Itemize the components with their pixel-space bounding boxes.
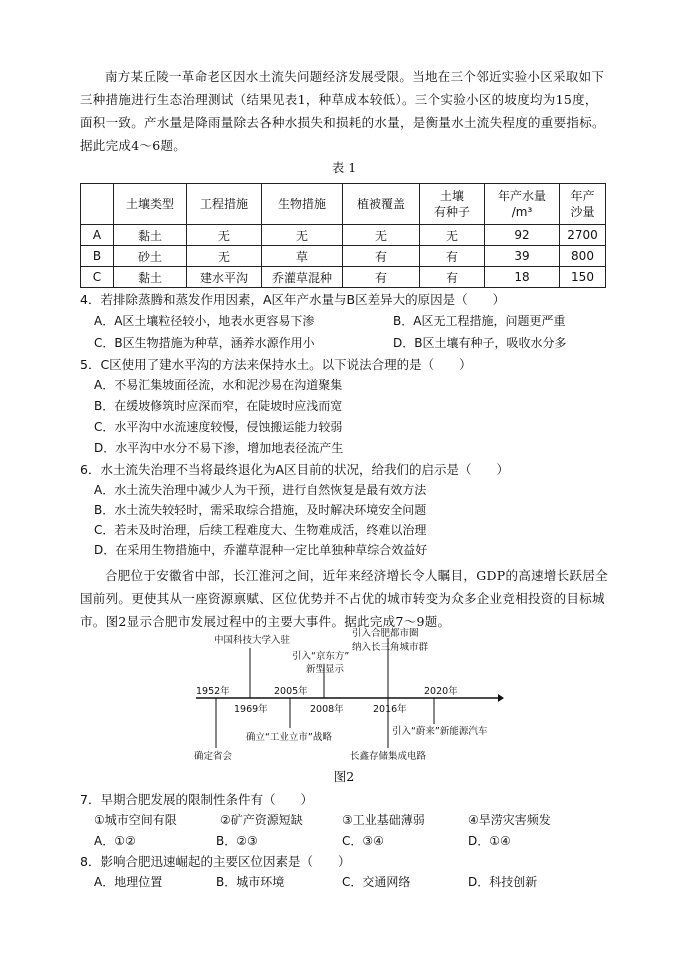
event-label: 长鑫存储集成电路 — [350, 751, 427, 762]
table-cell: 砂土 — [114, 246, 187, 267]
table-cell: 无 — [187, 225, 262, 246]
timeline-figure — [192, 628, 504, 762]
table-header-cell — [560, 184, 606, 225]
q6-option-c: C．若未及时治理，后续工程难度大、生物难成活，终难以治理 — [94, 523, 427, 537]
event-label: 引入合肥都市圈 — [352, 628, 419, 639]
header-line: 生物措施 — [277, 197, 326, 211]
event-label: 确定省会 — [194, 751, 233, 762]
header-line: 沙量 — [570, 205, 595, 219]
table-cell: 有 — [343, 246, 420, 267]
table-header-cell — [420, 184, 485, 225]
q8-option-c: C．交通网络 — [342, 875, 411, 889]
table-row — [81, 225, 606, 246]
table-header-cell — [81, 184, 114, 225]
q6-option-a: A．水土流失治理中减少人为干预，进行自然恢复是最有效方法 — [94, 483, 427, 497]
table-cell: 18 — [485, 267, 560, 288]
header-line: 年产水量 — [497, 189, 546, 203]
year-label: 1969年 — [234, 704, 268, 715]
q6-stem: 6．水土流失治理不当将最终退化为A区目前的状况，给我们的启示是（ ） — [80, 462, 510, 477]
q7-option-a: A．①② — [94, 834, 136, 848]
q7-option-c: C．③④ — [342, 834, 384, 848]
table-row — [81, 267, 606, 288]
timeline-arrow-icon — [498, 694, 504, 702]
table-header-cell — [485, 184, 560, 225]
header-line: /m³ — [511, 205, 533, 219]
q4-stem: 4．若排除蒸腾和蒸发作用因素，A区年产水量与B区差异大的原因是（ ） — [80, 292, 506, 307]
table-header-row — [81, 184, 606, 225]
q5-option-d: D．水平沟中水分不易下渗，增加地表径流产生 — [94, 441, 344, 455]
table-cell: 800 — [560, 246, 606, 267]
year-label: 2005年 — [274, 686, 308, 697]
table-cell: 草 — [262, 246, 343, 267]
header-line: 工程措施 — [199, 197, 248, 211]
year-label: 1952年 — [196, 686, 230, 697]
q4-option-a: A．A区土壤粒径较小，地表水更容易下渗 — [94, 314, 315, 328]
q5-stem: 5．C区使用了建水平沟的方法来保持水土。以下说法合理的是（ ） — [80, 357, 472, 372]
year-label: 2020年 — [424, 686, 458, 697]
header-line: 土壤类型 — [125, 197, 174, 211]
q4-option-d: D．B区土壤有种子，吸收水分多 — [393, 336, 567, 350]
table-cell: B — [81, 246, 114, 267]
q8-stem: 8．影响合肥迅速崛起的主要区位因素是（ ） — [80, 854, 351, 869]
table-caption: 表 1 — [331, 160, 357, 175]
event-label: 引入“京东方” — [292, 651, 350, 662]
table-cell: 无 — [343, 225, 420, 246]
table-cell: 有 — [420, 246, 485, 267]
table-cell: 黏土 — [114, 225, 187, 246]
q7-option-b: B．②③ — [216, 834, 258, 848]
table-row — [81, 246, 606, 267]
q7-item: ③工业基础薄弱 — [342, 813, 425, 827]
table-cell: 无 — [420, 225, 485, 246]
q7-option-d: D．①④ — [468, 834, 511, 848]
event-label: 引入“蔚来”新能源汽车 — [392, 726, 488, 737]
table-cell: 有 — [343, 267, 420, 288]
table-cell: 建水平沟 — [187, 267, 262, 288]
q7-item: ②矿产资源短缺 — [220, 813, 303, 827]
table-header-cell — [114, 184, 187, 225]
header-line: 植被覆盖 — [356, 197, 405, 211]
q4-option-b: B．A区无工程措施，问题更严重 — [393, 314, 566, 328]
q5-option-a: A．不易汇集坡面径流，水和泥沙易在沟道聚集 — [94, 378, 343, 392]
q5-option-b: B．在缓坡修筑时应深而窄，在陡坡时应浅而宽 — [94, 399, 343, 413]
data-table — [80, 183, 606, 288]
q8-option-b: B．城市环境 — [216, 875, 285, 889]
table-cell: 黏土 — [114, 267, 187, 288]
event-label: 新型显示 — [306, 664, 345, 675]
passage-2: 合肥位于安徽省中部，长江淮河之间，近年来经济增长令人瞩目，GDP的高速增长跃居全国前列。更使其从一座资源禀赋、区位优势并不占优的城市转变为众多企业竞相投资的目标城市。图2显示合肥市发展过程中的主要大事件。据此完成7～9题。 — [80, 568, 608, 629]
header-line: 年产 — [570, 189, 595, 203]
table-cell: 92 — [485, 225, 560, 246]
q7-stem: 7．早期合肥发展的限制性条件有（ ） — [80, 792, 313, 807]
q5-option-c: C．水平沟中水流速度较慢，侵蚀搬运能力较弱 — [94, 420, 343, 434]
table-header-cell — [262, 184, 343, 225]
header-line: 土壤 — [439, 189, 464, 203]
event-label: 确立“工业立市”战略 — [246, 732, 332, 743]
figure-caption: 图2 — [333, 769, 355, 784]
year-label: 2016年 — [373, 704, 407, 715]
q6-option-b: B．水土流失较轻时，需采取综合措施，及时解决环境安全问题 — [94, 503, 427, 517]
event-label: 纳入长三角城市群 — [352, 642, 429, 653]
table-cell: 乔灌草混种 — [262, 267, 343, 288]
q7-item: ①城市空间有限 — [94, 813, 177, 827]
passage-1: 南方某丘陵一革命老区因水土流失问题经济发展受限。当地在三个邻近实验小区采取如下三种措施进行生态治理测试（结果见表1，种草成本较低）。三个实验小区的坡度均为15度，面积一致。产水量是降雨量除去各种水损失和损耗的水量，是衡量水土流失程度的重要指标。据此完成4～6题。 — [80, 69, 605, 153]
table-cell: 无 — [187, 246, 262, 267]
table-cell: 有 — [420, 267, 485, 288]
table-header-cell — [343, 184, 420, 225]
q4-option-c: C．B区生物措施为种草，涵养水源作用小 — [94, 336, 315, 350]
table-cell: 无 — [262, 225, 343, 246]
table-cell: A — [81, 225, 114, 246]
q6-option-d: D．在采用生物措施中，乔灌草混种一定比单独种草综合效益好 — [94, 543, 428, 557]
table-cell: C — [81, 267, 114, 288]
q8-option-a: A．地理位置 — [94, 875, 163, 889]
table-header-cell — [187, 184, 262, 225]
table-cell: 150 — [560, 267, 606, 288]
table-cell: 39 — [485, 246, 560, 267]
q8-option-d: D．科技创新 — [468, 875, 538, 889]
year-label: 2008年 — [310, 704, 344, 715]
header-line: 有种子 — [433, 205, 470, 219]
table-cell: 2700 — [560, 225, 606, 246]
q7-item: ④旱涝灾害频发 — [468, 813, 551, 827]
event-label: 中国科技大学入驻 — [214, 635, 291, 646]
